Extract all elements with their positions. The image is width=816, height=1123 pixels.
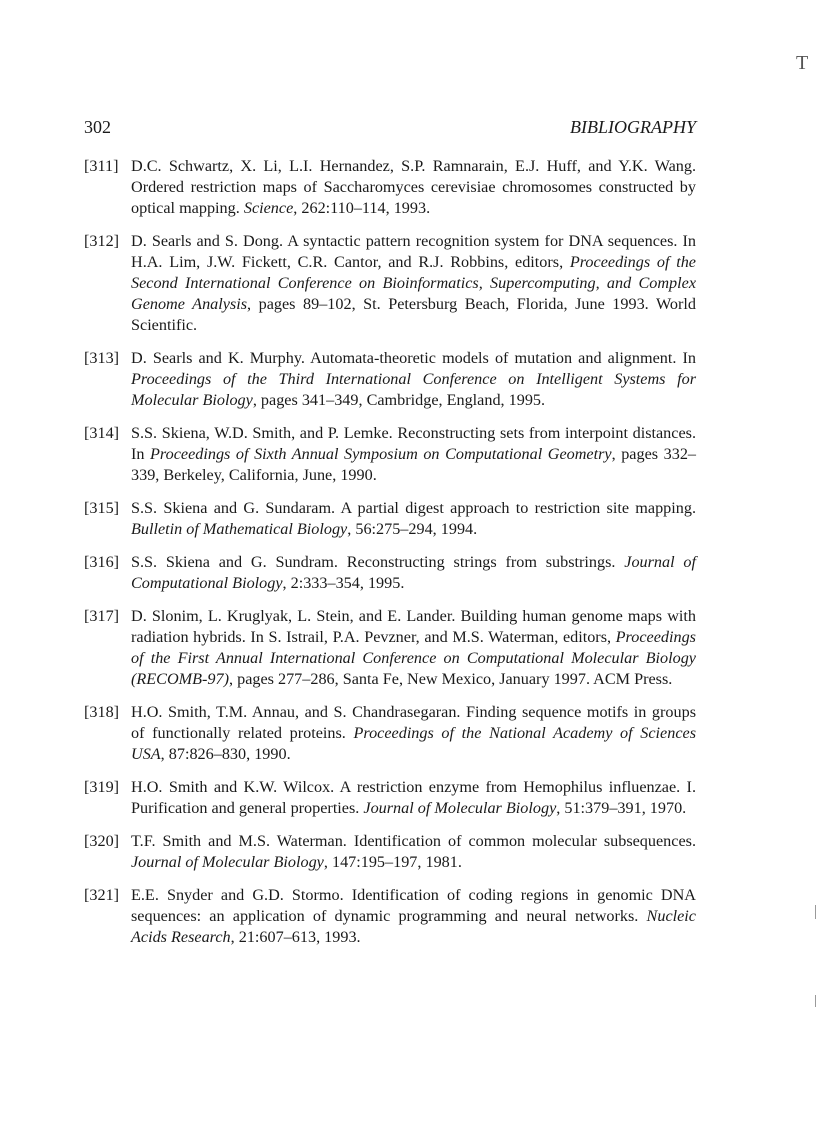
- reference-text: [131, 606, 696, 690]
- reference-authors-title: D.C. Schwartz, X. Li, L.I. Hernandez, S.P. Ramnarain, E.J. Huff, and Y.K. Wang. Ordered restriction maps of Saccharomyces cerevisiae chromosomes constructed by optical mapping.: [131, 157, 696, 217]
- reference-item: [84, 348, 696, 411]
- reference-text: [131, 552, 696, 594]
- reference-details: , 87:826–830, 1990.: [160, 745, 291, 763]
- reference-item: [84, 423, 696, 486]
- reference-text: [131, 885, 696, 948]
- reference-authors-title: D. Slonim, L. Kruglyak, L. Stein, and E. Lander. Building human genome maps with radiation hybrids. In S. Istrail, P.A. Pevzner, and M.S. Waterman, editors,: [131, 607, 696, 646]
- reference-details: , 51:379–391, 1970.: [556, 799, 687, 817]
- reference-authors-title: E.E. Snyder and G.D. Stormo. Identification of coding regions in genomic DNA sequences: an application of dynamic programming and neural networks.: [131, 886, 696, 925]
- reference-label: [320]: [84, 832, 120, 850]
- reference-item: [84, 552, 696, 594]
- reference-venue: Nucleic Acids Research: [131, 907, 696, 946]
- reference-item: [84, 702, 696, 765]
- reference-venue: Proceedings of the Second International Conference on Bioinformatics, Supercomputing, and Complex Genome Analysis: [131, 253, 696, 313]
- reference-details: , pages 332–339, Berkeley, California, June, 1990.: [131, 445, 697, 484]
- reference-label: [311]: [84, 157, 119, 175]
- reference-item: [84, 498, 696, 540]
- page-number: 302: [84, 117, 111, 137]
- reference-venue: Proceedings of the First Annual International Conference on Computational Molecular Biology (RECOMB-97): [131, 628, 696, 688]
- reference-venue: Journal of Computational Biology: [131, 553, 697, 592]
- reference-text: [131, 498, 696, 540]
- reference-label: [315]: [84, 499, 120, 517]
- reference-label: [317]: [84, 607, 120, 625]
- reference-authors-title: S.S. Skiena and G. Sundram. Reconstructing strings from substrings.: [131, 553, 625, 571]
- reference-venue: Proceedings of the Third International Conference on Intelligent Systems for Molecular Biology: [131, 370, 696, 409]
- reference-details: , 56:275–294, 1994.: [347, 520, 478, 538]
- reference-text: [131, 348, 696, 411]
- reference-item: [84, 156, 696, 219]
- reference-venue: Journal of Molecular Biology: [363, 799, 557, 817]
- reference-details: , 21:607–613, 1993.: [230, 928, 361, 946]
- reference-label: [319]: [84, 778, 120, 796]
- reference-authors-title: S.S. Skiena, W.D. Smith, and P. Lemke. Reconstructing sets from interpoint distances. In: [131, 424, 696, 463]
- reference-label: [318]: [84, 703, 120, 721]
- reference-venue: Proceedings of Sixth Annual Symposium on Computational Geometry: [150, 445, 612, 463]
- reference-text: [131, 423, 696, 486]
- reference-text: [131, 831, 696, 873]
- reference-details: , pages 341–349, Cambridge, England, 1995.: [252, 391, 546, 409]
- reference-label: [316]: [84, 553, 120, 571]
- reference-details: , 2:333–354, 1995.: [282, 574, 405, 592]
- reference-venue: Journal of Molecular Biology: [131, 853, 324, 871]
- reference-text: [131, 231, 696, 336]
- reference-authors-title: D. Searls and S. Dong. A syntactic pattern recognition system for DNA sequences. In H.A. Lim, J.W. Fickett, C.R. Cantor, and R.J. Robbins, editors,: [131, 232, 696, 271]
- reference-text: [131, 156, 696, 219]
- reference-details: , 147:195–197, 1981.: [323, 853, 462, 871]
- reference-label: [314]: [84, 424, 120, 442]
- reference-authors-title: T.F. Smith and M.S. Waterman. Identification of common molecular subsequences.: [131, 832, 696, 850]
- running-title: BIBLIOGRAPHY: [570, 117, 696, 137]
- running-header: [84, 117, 696, 141]
- reference-text: [131, 702, 696, 765]
- reference-item: [84, 777, 696, 819]
- reference-label: [312]: [84, 232, 120, 250]
- reference-authors-title: S.S. Skiena and G. Sundaram. A partial digest approach to restriction site mapping.: [131, 499, 696, 517]
- reference-item: [84, 885, 696, 948]
- reference-item: [84, 231, 696, 336]
- reference-authors-title: D. Searls and K. Murphy. Automata-theoretic models of mutation and alignment. In: [131, 349, 696, 367]
- reference-venue: Bulletin of Mathematical Biology: [131, 520, 348, 538]
- reference-venue: Science: [243, 199, 294, 217]
- reference-list: [84, 156, 696, 960]
- reference-label: [313]: [84, 349, 120, 367]
- reference-venue: Proceedings of the National Academy of Sciences USA: [131, 724, 696, 763]
- reference-authors-title: H.O. Smith and K.W. Wilcox. A restriction enzyme from Hemophilus influenzae. I. Purification and general properties.: [131, 778, 696, 817]
- reference-details: , pages 277–286, Santa Fe, New Mexico, January 1997. ACM Press.: [229, 670, 673, 688]
- reference-item: [84, 831, 696, 873]
- reference-item: [84, 606, 696, 690]
- reference-details: , pages 89–102, St. Petersburg Beach, Florida, June 1993. World Scientific.: [131, 295, 697, 334]
- reference-details: , 262:110–114, 1993.: [293, 199, 431, 217]
- reference-label: [321]: [84, 886, 120, 904]
- corner-mark: T: [796, 52, 809, 74]
- reference-text: [131, 777, 696, 819]
- reference-authors-title: H.O. Smith, T.M. Annau, and S. Chandrasegaran. Finding sequence motifs in groups of functionally related proteins.: [131, 703, 696, 742]
